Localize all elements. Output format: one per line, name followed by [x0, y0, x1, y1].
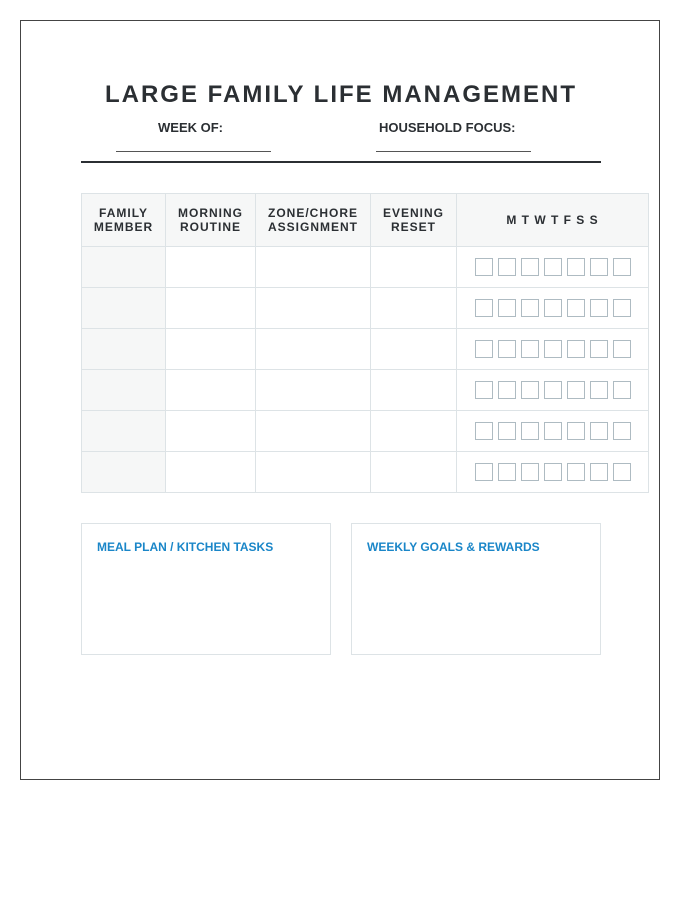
- meal-plan-title: MEAL PLAN / KITCHEN TASKS: [97, 540, 274, 554]
- day-checkbox[interactable]: [613, 381, 631, 399]
- day-checkbox[interactable]: [498, 340, 516, 358]
- evening-reset-cell[interactable]: [371, 370, 457, 411]
- day-checkbox[interactable]: [567, 463, 585, 481]
- column-header-line: RESET: [390, 220, 436, 234]
- day-checkbox-group: [457, 288, 648, 328]
- day-checkbox[interactable]: [590, 422, 608, 440]
- morning-routine-cell[interactable]: [166, 411, 256, 452]
- day-checkbox[interactable]: [544, 463, 562, 481]
- day-checkbox[interactable]: [544, 258, 562, 276]
- table-row: [82, 329, 649, 370]
- day-checkbox[interactable]: [544, 381, 562, 399]
- family-member-cell[interactable]: [82, 288, 166, 329]
- column-header-line: ZONE/CHORE: [267, 206, 358, 220]
- week-of-field[interactable]: [116, 151, 271, 152]
- table-row: [82, 370, 649, 411]
- evening-reset-cell[interactable]: [371, 288, 457, 329]
- day-checkbox[interactable]: [498, 463, 516, 481]
- evening-reset-cell[interactable]: [371, 411, 457, 452]
- household-focus-field[interactable]: [376, 151, 531, 152]
- day-checkbox[interactable]: [544, 340, 562, 358]
- meal-plan-panel[interactable]: [81, 523, 331, 655]
- day-checkbox[interactable]: [567, 422, 585, 440]
- day-checkbox[interactable]: [498, 299, 516, 317]
- column-header-days: [457, 194, 649, 247]
- day-checkbox[interactable]: [498, 422, 516, 440]
- table-row: [82, 288, 649, 329]
- family-member-cell[interactable]: [82, 452, 166, 493]
- family-member-cell[interactable]: [82, 247, 166, 288]
- day-checkbox[interactable]: [475, 422, 493, 440]
- day-checkbox[interactable]: [498, 381, 516, 399]
- column-header-evening-reset: [371, 194, 457, 247]
- planner-page: [20, 20, 660, 780]
- page-title: LARGE FAMILY LIFE MANAGEMENT: [104, 81, 577, 108]
- day-checkbox[interactable]: [544, 299, 562, 317]
- column-header-zone-chore: [256, 194, 371, 247]
- day-checkbox[interactable]: [521, 463, 539, 481]
- day-checkbox[interactable]: [521, 299, 539, 317]
- morning-routine-cell[interactable]: [166, 288, 256, 329]
- day-checkbox[interactable]: [521, 422, 539, 440]
- evening-reset-cell[interactable]: [371, 452, 457, 493]
- day-checkbox[interactable]: [521, 258, 539, 276]
- evening-reset-cell[interactable]: [371, 247, 457, 288]
- day-checkbox-cell: [457, 370, 649, 411]
- day-checkbox-group: [457, 247, 648, 287]
- header-divider: [81, 161, 601, 163]
- day-checkbox-group: [457, 411, 648, 451]
- day-checkbox[interactable]: [613, 299, 631, 317]
- table-row: [82, 247, 649, 288]
- family-member-cell[interactable]: [82, 370, 166, 411]
- day-checkbox[interactable]: [521, 340, 539, 358]
- day-checkbox[interactable]: [567, 299, 585, 317]
- column-header-line: ASSIGNMENT: [267, 220, 358, 234]
- day-checkbox-group: [457, 329, 648, 369]
- morning-routine-cell[interactable]: [166, 247, 256, 288]
- day-checkbox[interactable]: [475, 463, 493, 481]
- table-row: [82, 411, 649, 452]
- family-member-cell[interactable]: [82, 411, 166, 452]
- column-header-morning-routine: [166, 194, 256, 247]
- day-checkbox-cell: [457, 329, 649, 370]
- family-member-cell[interactable]: [82, 329, 166, 370]
- zone-chore-cell[interactable]: [256, 452, 371, 493]
- day-checkbox[interactable]: [475, 340, 493, 358]
- column-header-family-member: [82, 194, 166, 247]
- weekly-tracker-table: [81, 193, 649, 493]
- day-checkbox[interactable]: [567, 381, 585, 399]
- day-checkbox[interactable]: [590, 381, 608, 399]
- day-checkbox-cell: [457, 247, 649, 288]
- zone-chore-cell[interactable]: [256, 329, 371, 370]
- column-header-line: MORNING: [178, 206, 243, 220]
- day-checkbox-cell: [457, 411, 649, 452]
- day-checkbox[interactable]: [475, 381, 493, 399]
- day-checkbox[interactable]: [475, 299, 493, 317]
- morning-routine-cell[interactable]: [166, 370, 256, 411]
- column-header-line: MEMBER: [93, 220, 154, 234]
- day-checkbox[interactable]: [567, 340, 585, 358]
- day-checkbox[interactable]: [613, 258, 631, 276]
- zone-chore-cell[interactable]: [256, 247, 371, 288]
- morning-routine-cell[interactable]: [166, 452, 256, 493]
- week-of-label: WEEK OF:: [158, 120, 223, 135]
- zone-chore-cell[interactable]: [256, 370, 371, 411]
- day-checkbox[interactable]: [613, 422, 631, 440]
- column-header-line: ROUTINE: [180, 220, 241, 234]
- day-checkbox-cell: [457, 452, 649, 493]
- day-checkbox[interactable]: [590, 340, 608, 358]
- column-header-line: FAMILY: [99, 206, 148, 220]
- day-checkbox-group: [457, 370, 648, 410]
- day-checkbox[interactable]: [521, 381, 539, 399]
- day-checkbox[interactable]: [544, 422, 562, 440]
- day-checkbox[interactable]: [498, 258, 516, 276]
- weekly-goals-panel[interactable]: [351, 523, 601, 655]
- day-checkbox[interactable]: [590, 258, 608, 276]
- day-checkbox[interactable]: [590, 463, 608, 481]
- day-checkbox[interactable]: [590, 299, 608, 317]
- morning-routine-cell[interactable]: [166, 329, 256, 370]
- column-header-line: M T W T F S S: [506, 213, 599, 227]
- evening-reset-cell[interactable]: [371, 329, 457, 370]
- day-checkbox[interactable]: [613, 340, 631, 358]
- table-header-row: [82, 194, 649, 247]
- household-focus-label: HOUSEHOLD FOCUS:: [379, 120, 516, 135]
- zone-chore-cell[interactable]: [256, 288, 371, 329]
- zone-chore-cell[interactable]: [256, 411, 371, 452]
- day-checkbox[interactable]: [567, 258, 585, 276]
- table-row: [82, 452, 649, 493]
- day-checkbox[interactable]: [613, 463, 631, 481]
- day-checkbox-cell: [457, 288, 649, 329]
- weekly-goals-title: WEEKLY GOALS & REWARDS: [367, 540, 540, 554]
- column-header-line: EVENING: [382, 206, 444, 220]
- day-checkbox-group: [457, 452, 648, 492]
- day-checkbox[interactable]: [475, 258, 493, 276]
